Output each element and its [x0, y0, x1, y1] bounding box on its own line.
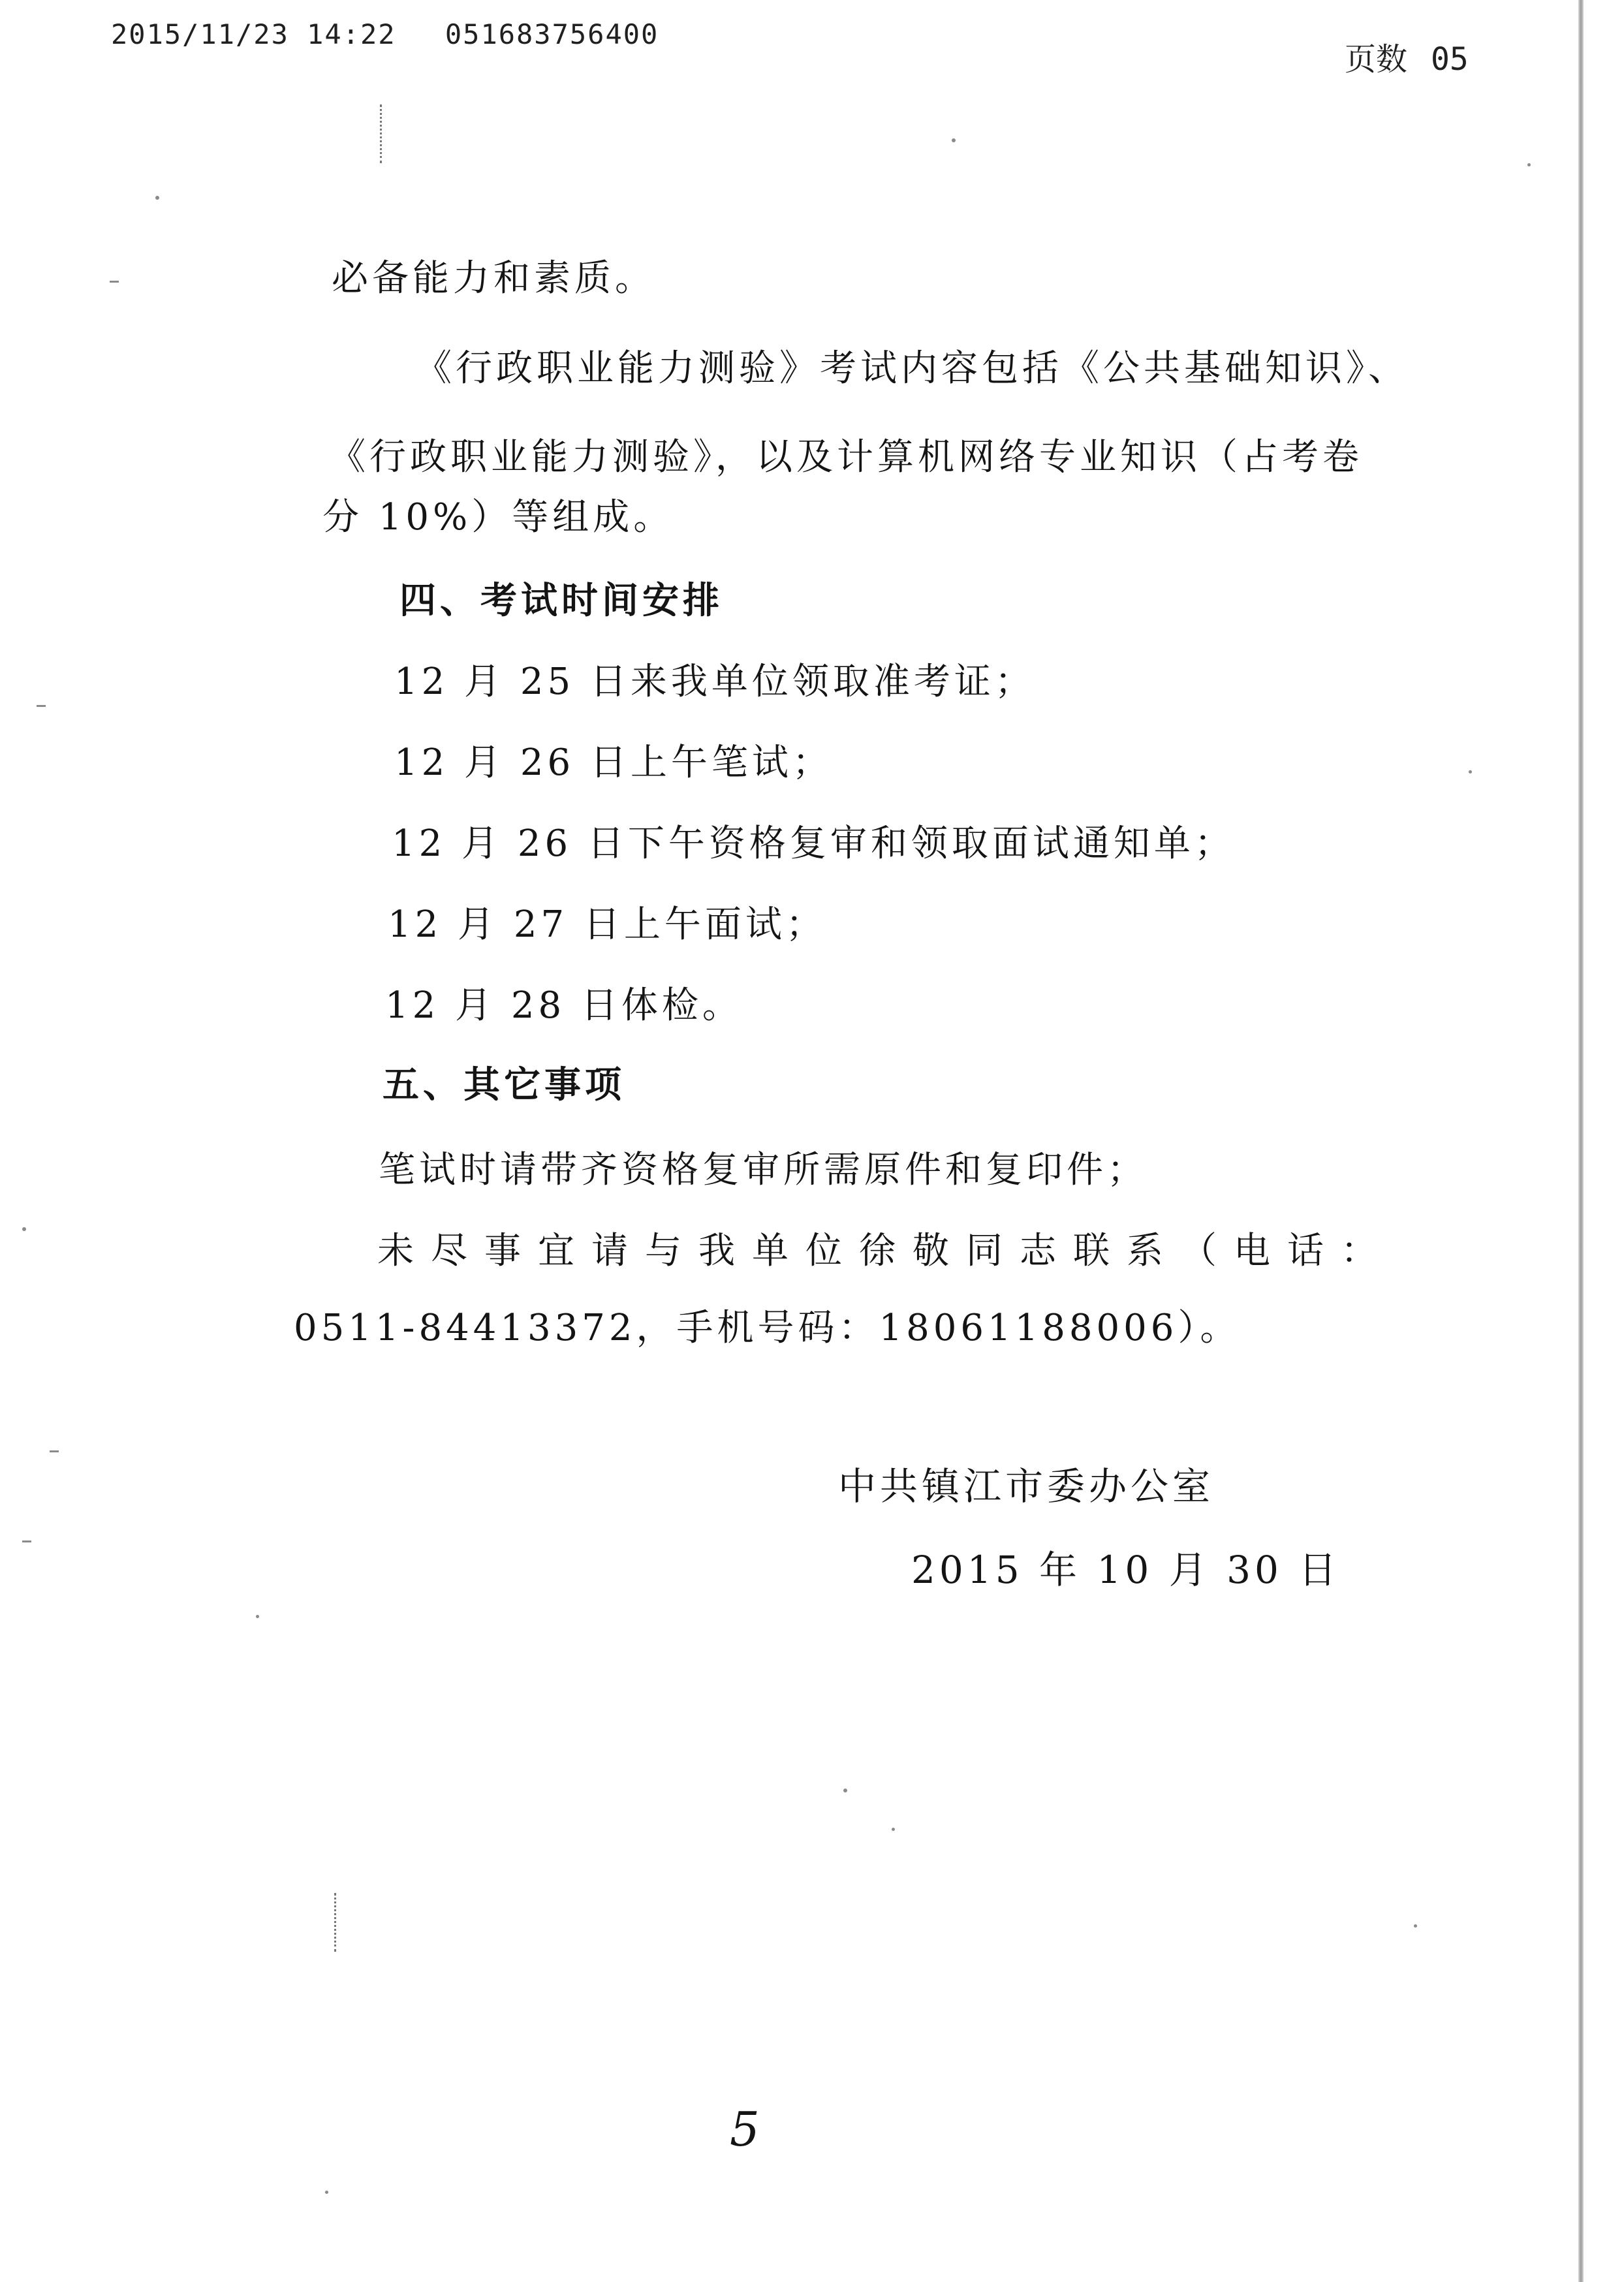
schedule-item: 12 月 25 日来我单位领取准考证； — [394, 661, 1035, 703]
body-line: 《行政职业能力测验》，以及计算机网络专业知识（占考卷 — [329, 436, 1363, 478]
schedule-item: 12 月 28 日体检。 — [385, 984, 743, 1027]
scan-noise — [1469, 770, 1472, 774]
scan-noise — [1527, 163, 1531, 166]
scan-noise — [380, 104, 384, 163]
signature-date: 2015 年 10 月 30 日 — [911, 1548, 1341, 1592]
scan-noise — [50, 1450, 59, 1452]
body-line: 笔试时请带齐资格复审所需原件和复印件； — [379, 1149, 1148, 1191]
scan-noise — [110, 281, 119, 283]
schedule-item: 12 月 26 日下午资格复审和领取面试通知单； — [392, 822, 1235, 865]
scan-noise — [952, 138, 956, 142]
scan-noise — [334, 1893, 338, 1952]
fax-pages-label: 页数 — [1345, 41, 1408, 78]
fax-page-count — [1345, 34, 1469, 79]
scan-noise — [1414, 1924, 1417, 1928]
body-line: 未尽事宜请与我单位徐敬同志联系（电话： — [377, 1230, 1394, 1272]
section-heading: 五、其它事项 — [383, 1064, 625, 1106]
scan-noise — [843, 1789, 847, 1792]
fax-number: 051683756400 — [445, 18, 659, 50]
signature-organization: 中共镇江市委办公室 — [838, 1464, 1215, 1508]
page-number: 5 — [730, 2102, 760, 2157]
scan-noise — [22, 1540, 31, 1542]
scan-noise — [325, 2191, 328, 2194]
scan-noise — [37, 705, 46, 707]
body-line: 必备能力和素质。 — [332, 257, 655, 300]
fax-header — [111, 18, 690, 50]
fax-datetime: 2015/11/23 14:22 — [111, 18, 396, 50]
section-heading: 四、考试时间安排 — [399, 580, 723, 622]
fax-pages-value: 05 — [1431, 41, 1469, 78]
schedule-item: 12 月 26 日上午笔试； — [394, 742, 833, 784]
scan-edge-shadow — [1578, 0, 1584, 2282]
schedule-item: 12 月 27 日上午面试； — [388, 903, 826, 946]
scan-noise — [22, 1227, 26, 1231]
scan-noise — [155, 196, 159, 200]
body-line: 《行政职业能力测验》考试内容包括《公共基础知识》、 — [415, 347, 1409, 390]
scan-noise — [256, 1615, 259, 1618]
body-line: 分 10%）等组成。 — [322, 496, 674, 539]
scan-noise — [892, 1828, 895, 1831]
body-line: 0511-84413372，手机号码：18061188006）。 — [294, 1307, 1241, 1349]
